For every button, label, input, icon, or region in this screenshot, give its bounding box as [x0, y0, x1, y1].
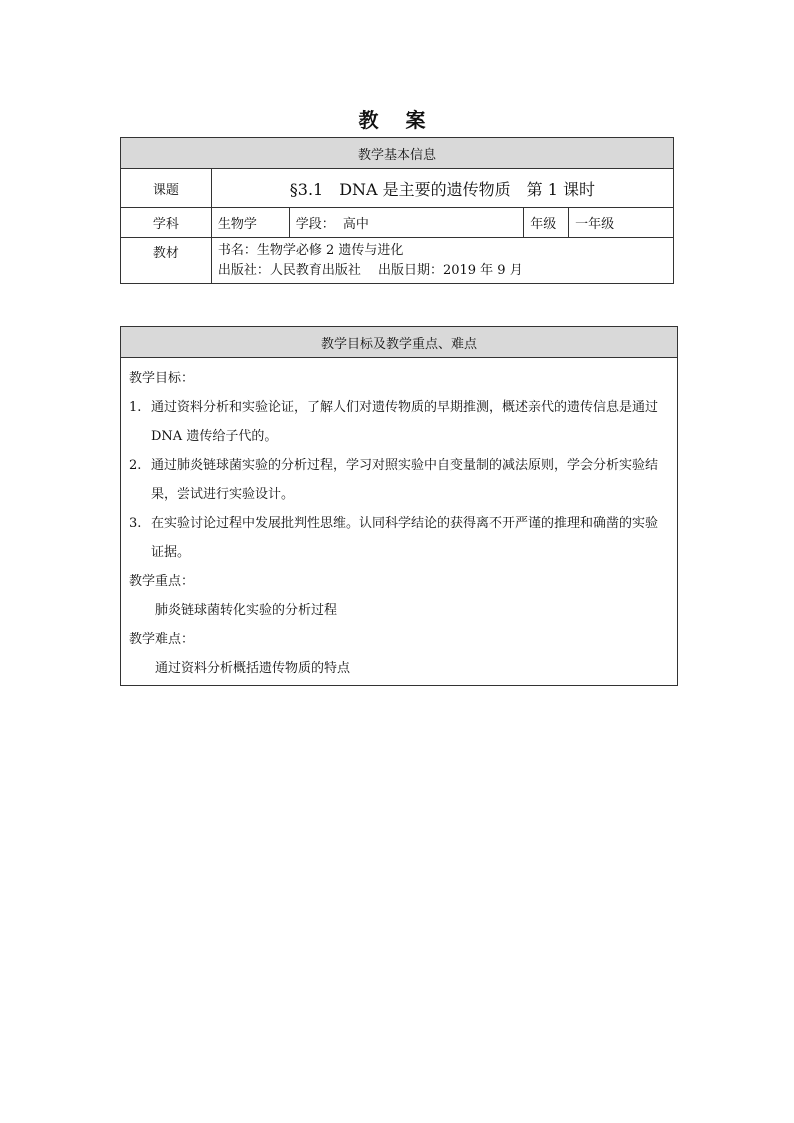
goal-text: 通过肺炎链球菌实验的分析过程，学习对照实验中自变量制的减法原则，学会分析实验结果，尝试进行实验设计。: [151, 458, 659, 502]
stage-label: 学段：: [295, 217, 335, 232]
difficult-point-text: 通过资料分析概括遗传物质的特点: [155, 661, 351, 676]
basic-info-table: [120, 137, 674, 284]
goal-number: 1.: [129, 400, 142, 415]
topic-label: 课题: [121, 169, 212, 208]
goal-item: [129, 451, 669, 509]
goal-text: 在实验讨论过程中发展批判性思维。认同科学结论的获得离不开严谨的推理和确凿的实验证据。: [151, 516, 659, 560]
subject-value: 生物学: [211, 208, 289, 238]
stage-value: 高中: [342, 217, 369, 232]
book-line: 书名：生物学必修 2 遗传与进化: [217, 243, 404, 258]
topic-value: §3.1 DNA 是主要的遗传物质 第 1 课时: [211, 169, 673, 208]
publisher-line: 出版社：人民教育出版社 出版日期：2019 年 9 月: [217, 263, 523, 278]
material-cell: [211, 238, 673, 284]
subject-label: 学科: [121, 208, 212, 238]
objectives-body: [121, 358, 678, 686]
goal-text: 通过资料分析和实验论证，了解人们对遗传物质的早期推测，概述亲代的遗传信息是通过 DNA 遗传给子代的。: [151, 400, 659, 444]
key-point-text: 肺炎链球菌转化实验的分析过程: [155, 603, 338, 618]
objectives-table: [120, 326, 678, 686]
objectives-header: 教学目标及教学重点、难点: [121, 327, 678, 358]
key-point-label: 教学重点：: [129, 574, 195, 589]
basic-info-header: 教学基本信息: [121, 138, 674, 169]
goal-number: 3.: [129, 516, 142, 531]
goal-item: [129, 393, 669, 451]
grade-label: 年级: [524, 208, 569, 238]
stage-cell: [289, 208, 524, 238]
goal-item: [129, 509, 669, 567]
material-label: 教材: [121, 238, 212, 284]
goals-label: 教学目标：: [129, 371, 195, 386]
grade-value: 一年级: [569, 208, 674, 238]
document-title: 教 案: [358, 108, 436, 132]
goal-number: 2.: [129, 458, 142, 473]
difficult-point-label: 教学难点：: [129, 632, 195, 647]
